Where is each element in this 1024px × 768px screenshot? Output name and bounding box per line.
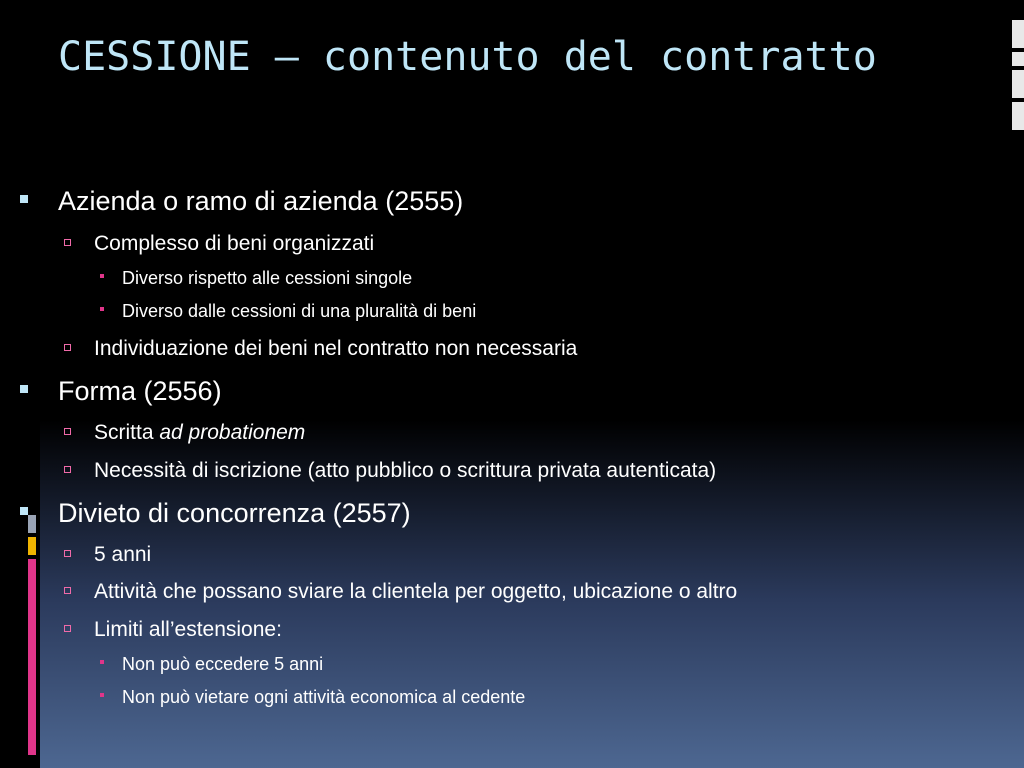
bullet-item-level1: Forma (2556) [58, 376, 222, 407]
left-accent-bar [28, 515, 36, 755]
hollow-square-bullet-icon [64, 428, 71, 435]
bullet-item-level1: Divieto di concorrenza (2557) [58, 498, 411, 529]
small-square-bullet-icon [100, 307, 104, 311]
small-square-bullet-icon [100, 274, 104, 278]
corner-decoration [1012, 20, 1024, 130]
hollow-square-bullet-icon [64, 587, 71, 594]
bullet-item-level2: Necessità di iscrizione (atto pubblico o scrittura privata autenticata) [94, 459, 716, 483]
small-square-bullet-icon [100, 693, 104, 697]
hollow-square-bullet-icon [64, 239, 71, 246]
hollow-square-bullet-icon [64, 344, 71, 351]
bullet-item-level2: Individuazione dei beni nel contratto non necessaria [94, 337, 577, 361]
bullet-item-level2: Scritta ad probationem [94, 421, 305, 445]
bullet-item-level3: Non può vietare ogni attività economica al cedente [122, 687, 525, 708]
square-bullet-icon [20, 385, 28, 393]
bullet-item-level3: Non può eccedere 5 anni [122, 654, 323, 675]
hollow-square-bullet-icon [64, 550, 71, 557]
square-bullet-icon [20, 195, 28, 203]
bullet-item-level2: Limiti all’estensione: [94, 618, 282, 642]
square-bullet-icon [20, 507, 28, 515]
slide-title: CESSIONE – contenuto del contratto [58, 34, 877, 80]
bullet-item-level3: Diverso dalle cessioni di una pluralità di beni [122, 301, 476, 322]
small-square-bullet-icon [100, 660, 104, 664]
bullet-item-level2: Attività che possano sviare la clientela per oggetto, ubicazione o altro [94, 580, 737, 604]
hollow-square-bullet-icon [64, 466, 71, 473]
bullet-item-level2: Complesso di beni organizzati [94, 232, 374, 256]
bullet-item-level1: Azienda o ramo di azienda (2555) [58, 186, 463, 217]
bullet-item-level3: Diverso rispetto alle cessioni singole [122, 268, 412, 289]
hollow-square-bullet-icon [64, 625, 71, 632]
bullet-item-level2: 5 anni [94, 543, 151, 567]
